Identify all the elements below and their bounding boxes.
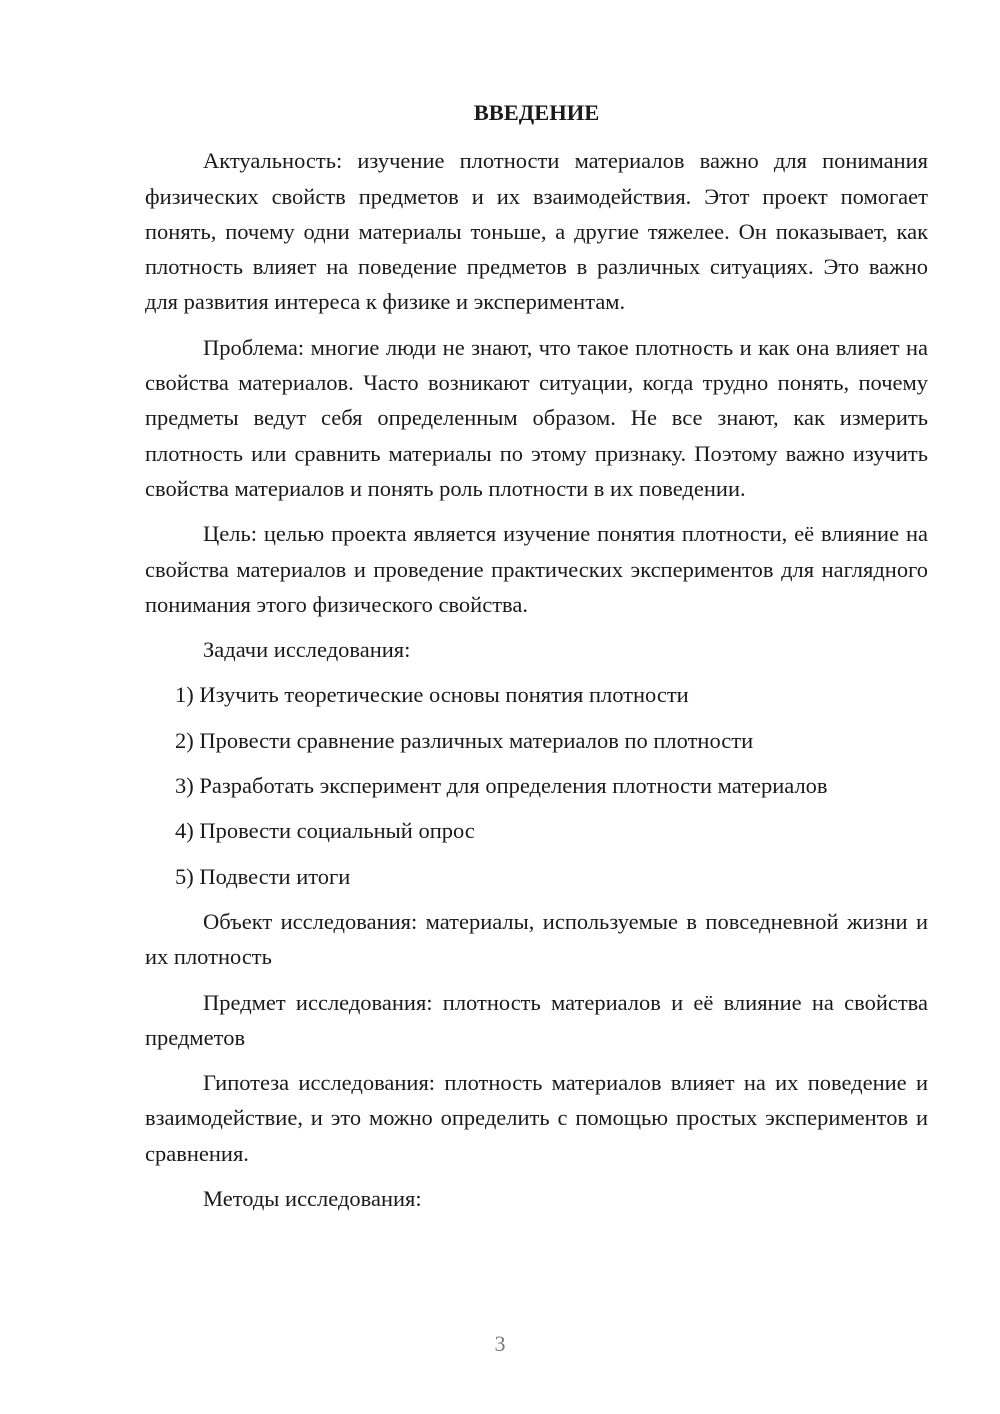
task-item-1: 1) Изучить теоретические основы понятия плотности — [175, 682, 689, 708]
page-content — [145, 95, 928, 1226]
relevance-paragraph: Актуальность: изучение плотности материалов важно для понимания физических свойств предметов и их взаимодействия. Этот проект помогает понять, почему одни материалы тоньше, а другие тяжелее. Он показывает, как плотность влияет на поведение предметов в различных ситуациях. Это важно для развития интереса к физике и экспериментам. — [145, 148, 928, 315]
task-item-4: 4) Провести социальный опрос — [175, 818, 475, 844]
goal-paragraph: Цель: целью проекта является изучение понятия плотности, её влияние на свойства материалов и проведение практических экспериментов для наглядного понимания этого физического свойства. — [145, 521, 928, 617]
subject-paragraph: Предмет исследования: плотность материалов и её влияние на свойства предметов — [145, 989, 928, 1050]
object-paragraph: Объект исследования: материалы, используемые в повседневной жизни и их плотность — [145, 908, 928, 970]
task-item-5: 5) Подвести итоги — [175, 863, 351, 889]
task-item-3: 3) Разработать эксперимент для определения плотности материалов — [175, 773, 828, 799]
page-number: 3 — [494, 1331, 506, 1356]
problem-paragraph: Проблема: многие люди не знают, что такое плотность и как она влияет на свойства материалов. Часто возникают ситуации, когда трудно понять, почему предметы ведут себя определенным образом. Не все знают, как измерить плотность или сравнить материалы по этому признаку. Поэтому важно изучить свойства материалов и понять роль плотности в их поведении. — [145, 334, 928, 501]
methods-heading: Методы исследования: — [203, 1186, 422, 1212]
task-item-2: 2) Провести сравнение различных материалов по плотности — [175, 727, 754, 753]
section-heading: ВВЕДЕНИЕ — [473, 100, 600, 125]
tasks-heading: Задачи исследования: — [203, 637, 411, 663]
hypothesis-paragraph: Гипотеза исследования: плотность материалов влияет на их поведение и взаимодействие, и это можно определить с помощью простых экспериментов и сравнения. — [145, 1070, 928, 1166]
